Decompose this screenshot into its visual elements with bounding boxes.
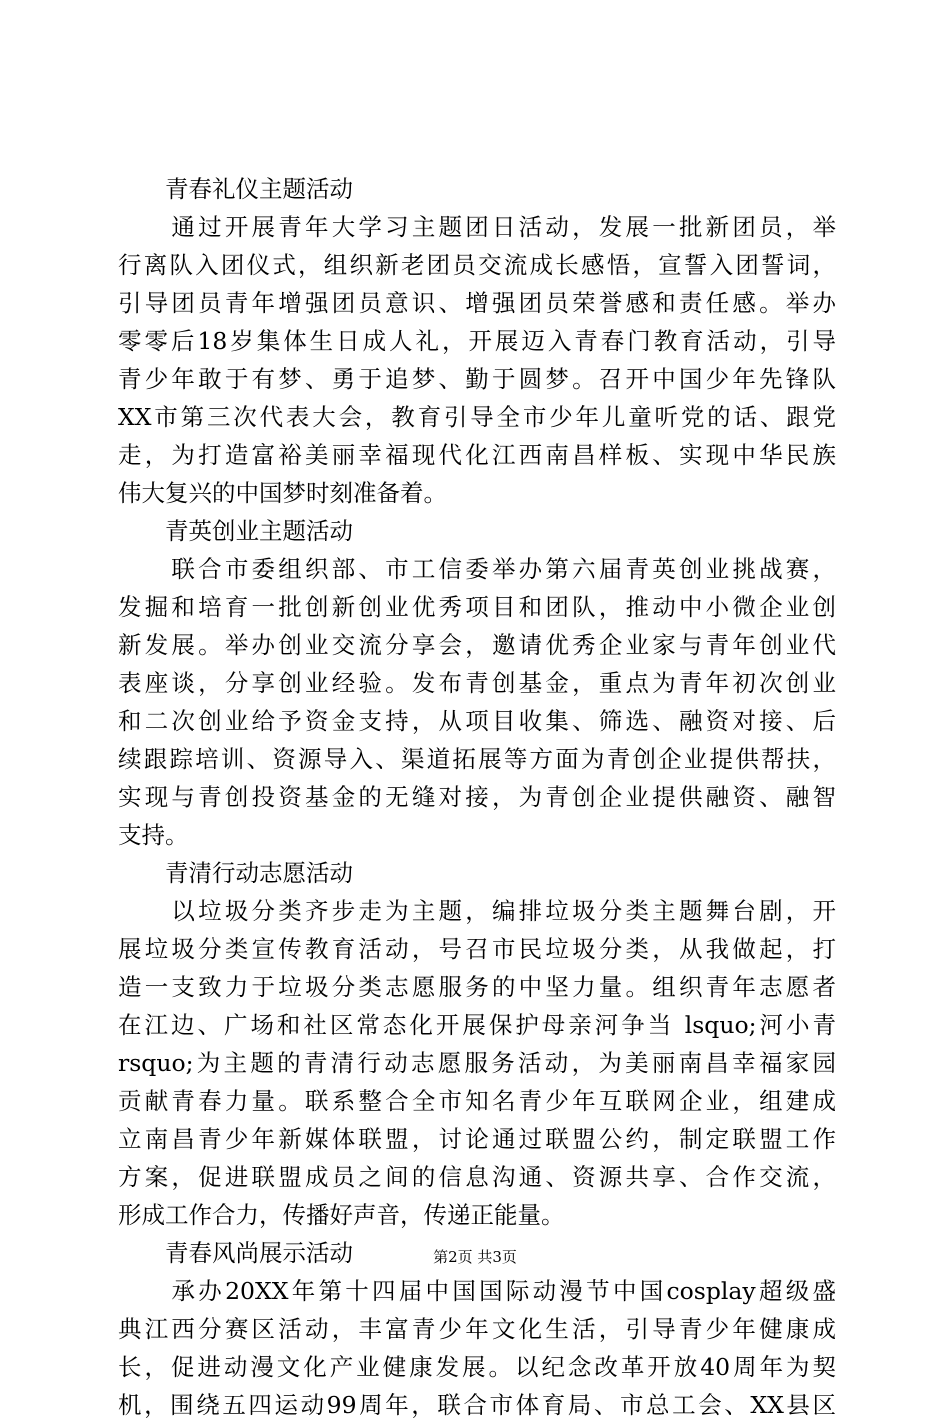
body-line: 造一支致力于垃圾分类志愿服务的中坚力量。组织青年志愿者 [118, 973, 836, 1001]
body-line: 和二次创业给予资金支持，从项目收集、筛选、融资对接、后 [118, 707, 836, 735]
body-line: 行离队入团仪式，组织新老团员交流成长感悟，宣誓入团誓词， [118, 251, 836, 279]
body-line: 方案，促进联盟成员之间的信息沟通、资源共享、合作交流， [118, 1163, 836, 1191]
body-line: 形成工作合力，传播好声音，传递正能量。 [118, 1201, 565, 1229]
heading-volunteer-action: 青清行动志愿活动 [118, 859, 353, 887]
body-line: 走，为打造富裕美丽幸福现代化江西南昌样板、实现中华民族 [118, 441, 836, 469]
heading-youth-style-showcase: 青春风尚展示活动 [118, 1239, 353, 1267]
body-line: 续跟踪培训、资源导入、渠道拓展等方面为青创企业提供帮扶， [118, 745, 836, 773]
body-line: 机，围绕五四运动99周年，联合市体育局、市总工会、XX县区 [118, 1391, 836, 1419]
body-line: 零零后18岁集体生日成人礼，开展迈入青春门教育活动，引导 [118, 327, 836, 355]
body-line: rsquo;为主题的青清行动志愿服务活动，为美丽南昌幸福家园 [118, 1049, 836, 1077]
page-number-footer: 第2页 共3页 [433, 1248, 517, 1266]
body-line: 典江西分赛区活动，丰富青少年文化生活，引导青少年健康成 [118, 1315, 836, 1343]
body-line: 青少年敢于有梦、勇于追梦、勤于圆梦。召开中国少年先锋队 [118, 365, 836, 393]
body-line: 表座谈，分享创业经验。发布青创基金，重点为青年初次创业 [118, 669, 836, 697]
body-line: 承办20XX年第十四届中国国际动漫节中国cosplay超级盛 [118, 1277, 836, 1305]
document-body [118, 170, 836, 1424]
body-line: 贡献青春力量。联系整合全市知名青少年互联网企业，组建成 [118, 1087, 836, 1115]
body-line: 展垃圾分类宣传教育活动，号召市民垃圾分类，从我做起，打 [118, 935, 836, 963]
body-line: 新发展。举办创业交流分享会，邀请优秀企业家与青年创业代 [118, 631, 836, 659]
heading-youth-entrepreneurship: 青英创业主题活动 [118, 517, 353, 545]
body-line: 引导团员青年增强团员意识、增强团员荣誉感和责任感。举办 [118, 289, 836, 317]
heading-youth-etiquette: 青春礼仪主题活动 [118, 175, 353, 203]
body-line: 支持。 [118, 821, 189, 849]
body-line: 长，促进动漫文化产业健康发展。以纪念改革开放40周年为契 [118, 1353, 836, 1381]
body-line: 以垃圾分类齐步走为主题，编排垃圾分类主题舞台剧，开 [118, 897, 836, 925]
body-line: 发掘和培育一批创新创业优秀项目和团队，推动中小微企业创 [118, 593, 836, 621]
body-line: 伟大复兴的中国梦时刻准备着。 [118, 479, 447, 507]
body-line: 在江边、广场和社区常态化开展保护母亲河争当 lsquo;河小青 [118, 1011, 836, 1039]
body-line: 实现与青创投资基金的无缝对接，为青创企业提供融资、融智 [118, 783, 836, 811]
body-line: 通过开展青年大学习主题团日活动，发展一批新团员，举 [118, 213, 836, 241]
body-line: 联合市委组织部、市工信委举办第六届青英创业挑战赛， [118, 555, 836, 583]
body-line: XX市第三次代表大会，教育引导全市少年儿童听党的话、跟党 [118, 403, 836, 431]
body-line: 立南昌青少年新媒体联盟，讨论通过联盟公约，制定联盟工作 [118, 1125, 836, 1153]
